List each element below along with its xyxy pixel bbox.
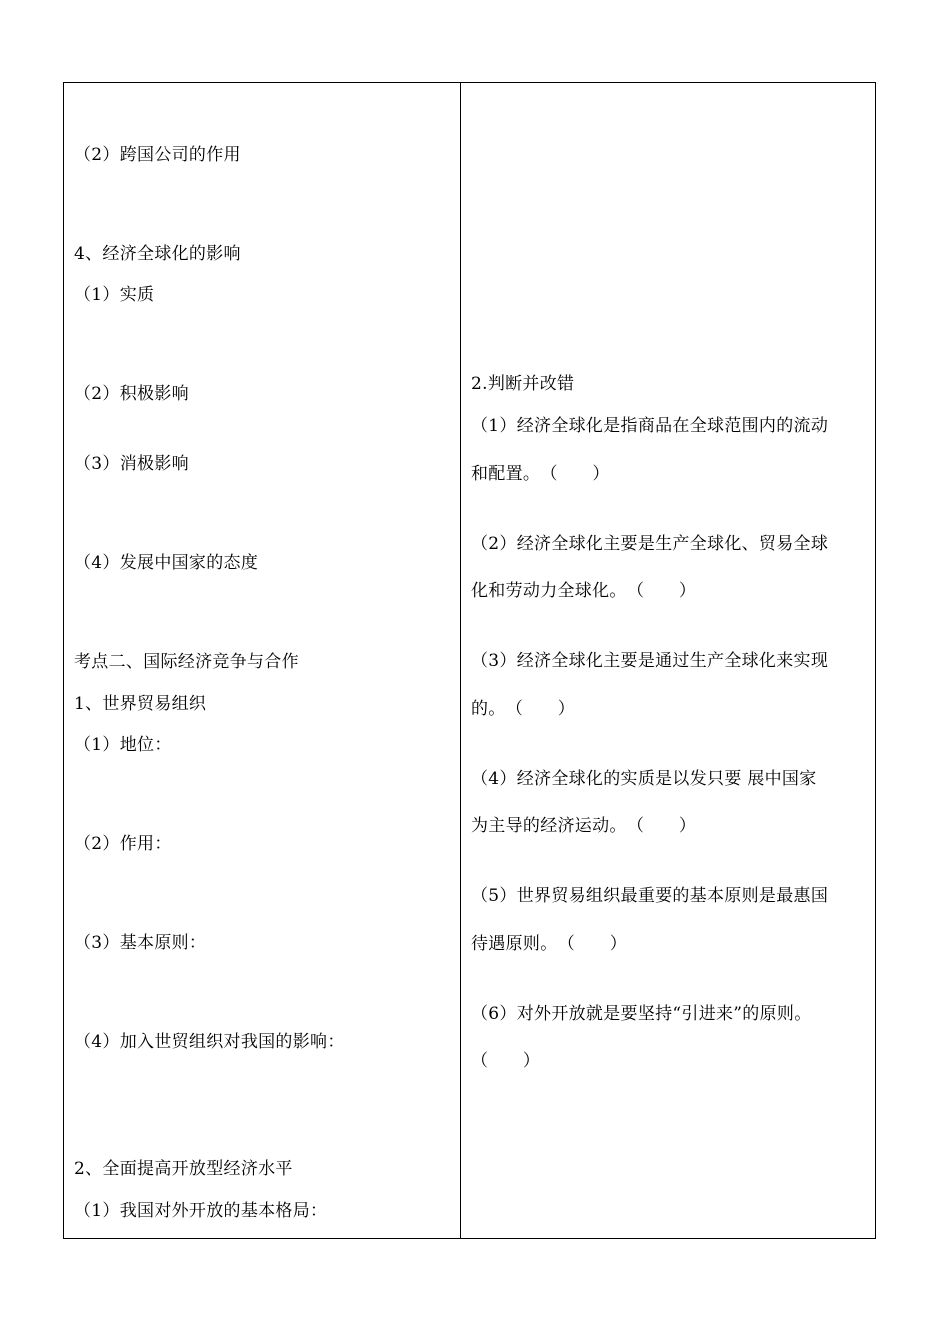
right-line: 的。 （ ） bbox=[471, 699, 576, 719]
exercise-heading: 2.判断并改错 bbox=[471, 374, 575, 394]
left-line: （3）消极影响 bbox=[74, 454, 189, 474]
left-line: 1、世界贸易组织 bbox=[74, 694, 207, 714]
column-divider bbox=[460, 82, 461, 1239]
left-line: （3）基本原则： bbox=[74, 933, 207, 953]
right-line: （ ） bbox=[471, 1051, 541, 1071]
right-line: 待遇原则。 （ ） bbox=[471, 934, 627, 954]
left-line: （2）积极影响 bbox=[74, 384, 189, 404]
left-line: （4）发展中国家的态度 bbox=[74, 553, 259, 573]
right-line: （4）经济全球化的实质是以发只要 展中国家 bbox=[471, 769, 817, 789]
left-line: （1）地位： bbox=[74, 735, 172, 755]
left-line: （4）加入世贸组织对我国的影响： bbox=[74, 1032, 345, 1052]
left-line: （1）实质 bbox=[74, 285, 155, 305]
left-line: （2）跨国公司的作用 bbox=[74, 145, 241, 165]
left-line: （1）我国对外开放的基本格局： bbox=[74, 1201, 328, 1221]
left-line: （2）作用： bbox=[74, 834, 172, 854]
section-heading: 考点二、国际经济竞争与合作 bbox=[74, 652, 299, 672]
right-line: （2）经济全球化主要是生产全球化、贸易全球 bbox=[471, 534, 829, 554]
left-line: 2、全面提高开放型经济水平 bbox=[74, 1159, 293, 1179]
right-line: （6）对外开放就是要坚持“引进来”的原则。 bbox=[471, 1004, 812, 1024]
left-line: 4、经济全球化的影响 bbox=[74, 244, 241, 264]
right-line: （3）经济全球化主要是通过生产全球化来实现 bbox=[471, 651, 829, 671]
right-line: （1）经济全球化是指商品在全球范围内的流动 bbox=[471, 416, 829, 436]
right-line: 化和劳动力全球化。 （ ） bbox=[471, 581, 697, 601]
right-line: 为主导的经济运动。 （ ） bbox=[471, 816, 697, 836]
right-line: （5）世界贸易组织最重要的基本原则是最惠国 bbox=[471, 886, 829, 906]
right-line: 和配置。 （ ） bbox=[471, 464, 610, 484]
